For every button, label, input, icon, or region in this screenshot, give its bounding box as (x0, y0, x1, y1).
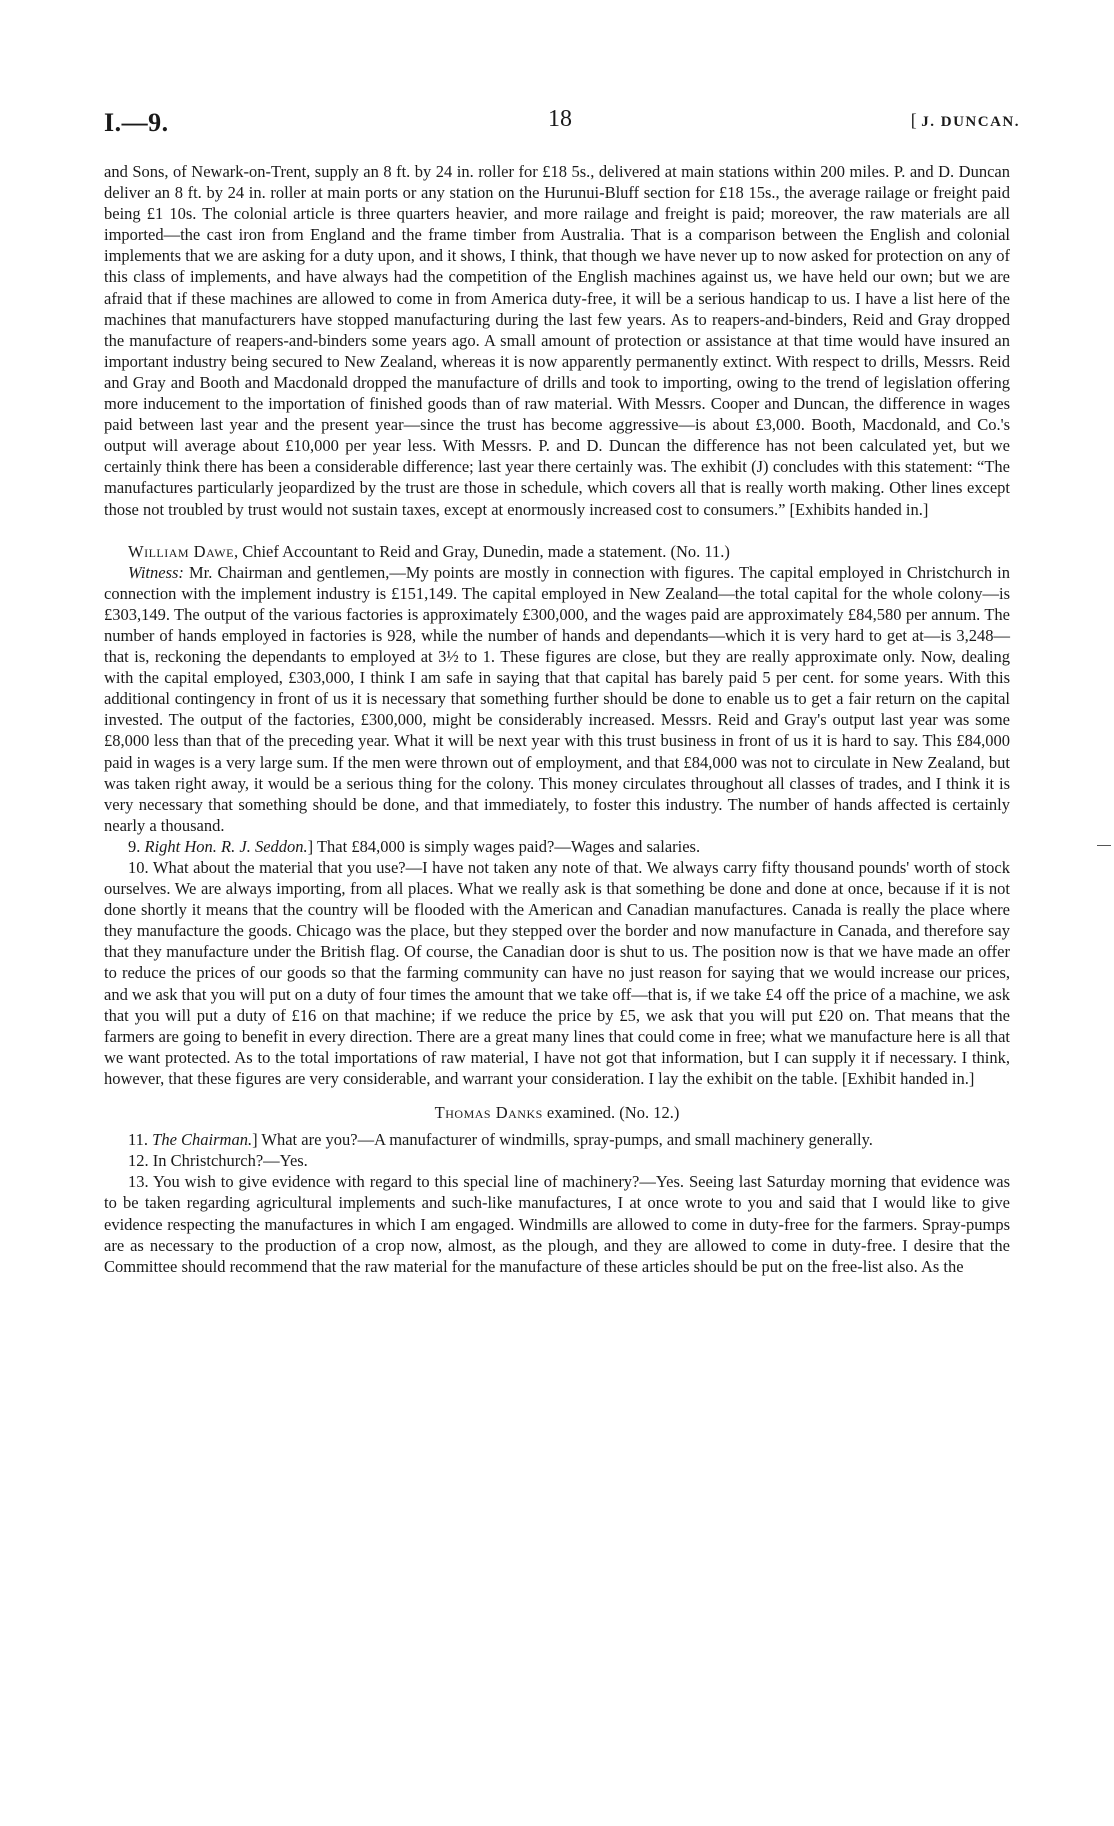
page-number: 18 (548, 106, 572, 132)
question-text: ] What are you?—A manufacturer of windmills, spray-pumps, and small machinery generally. (252, 1130, 873, 1150)
paragraph-dawe-statement (104, 541, 1010, 562)
parliamentary-paper-ref: I.—9. (104, 108, 169, 137)
question-9 (104, 836, 1010, 857)
witness-label: Witness: (128, 562, 184, 582)
question-10: 10. What about the material that you use?—I have not taken any note of that. We always carry fifty thousand pounds' worth of stock ourselves. We are always importing, from all places. What we really ask is that something be done and done at once, because if it is not done shortly it means that the country will be flooded with the American and Canadian manufactures. Canada is really the place where they manufacture the goods. Chicago was the place, but they stepped over the border and now manufacture in Canada, and therefore say that they manufacture under the British flag. Of course, the Canadian door is shut to us. The position now is that we have made an offer to reduce the prices of our goods so that the farming community can have no just reason for saying that we would increase our prices, and we ask that you will put on a duty of four times the amount that we take off—that is, if we take £4 off the price of a machine, we ask that you will put a duty of £16 on that machine; if we reduce the price by £5, we ask that you will put £20 on. That means that the farmers are going to benefit in every direction. There are a great many lines that could come in free; what we manufacture here is all that we want protected. As to the total importations of raw material, I have not got that information, but I can supply it if necessary. I think, however, that these figures are very considerable, and warrant your consideration. I lay the exhibit on the table. [Exhibit handed in.] (104, 858, 1010, 1088)
running-head-text: J. DUNCAN. (921, 114, 1020, 130)
question-speaker: The Chairman. (152, 1130, 253, 1150)
question-13: 13. You wish to give evidence with regard to this special line of machinery?—Yes. Seeing last Saturday morning that evidence was to be taken regarding agricultural implements and such-like manufactures, I at once wrote to you and said that I would like to give evidence respecting the manufactures in which I am engaged. Windmills are allowed to come in duty-free for the farmers. Spray-pumps are as necessary to the production of a crop now, almost, as the plough, and they are allowed to come in duty-free. I desire that the Committee should recommend that the raw material for the manufacture of these articles should be put on the free-list also. As the (104, 1172, 1010, 1276)
margin-mark (1097, 845, 1111, 846)
question-speaker: Right Hon. R. J. Seddon. (144, 836, 308, 856)
page-header (100, 100, 1020, 140)
document-body (104, 161, 1010, 1277)
running-head (911, 110, 1020, 131)
paragraph-witness (104, 562, 1010, 836)
section-heading-rest: examined. (No. 12.) (542, 1103, 680, 1123)
question-12: 12. In Christchurch?—Yes. (128, 1151, 308, 1171)
question-number: 9. (128, 836, 141, 856)
statement-intro: , Chief Accountant to Reid and Gray, Dunedin, made a statement. (No. 11.) (233, 541, 730, 561)
speaker-name: William Dawe (128, 541, 234, 561)
question-number: 11. (128, 1130, 149, 1150)
bracket-mark: [ (910, 110, 919, 130)
question-text: ] That £84,000 is simply wages paid?—Wages and salaries. (307, 836, 701, 856)
section-heading-danks (104, 1102, 1010, 1123)
question-11 (104, 1129, 1010, 1150)
section-heading-name: Thomas Danks (434, 1103, 543, 1123)
paragraph-duncan-continued: and Sons, of Newark-on-Trent, supply an 8 ft. by 24 in. roller for £18 5s., delivered at main stations within 200 miles. P. and D. Duncan deliver an 8 ft. by 24 in. roller at main ports or any station on the Hurunui-Bluff section for £18 15s., the average railage or freight paid being £1 10s. The colonial article is three quarters heavier, and more railage and freight is paid; moreover, the raw materials are all imported—the cast iron from England and the frame timber from Australia. That is a comparison between the English and colonial implements that we are asking for a duty upon, and it shows, I think, that though we have never up to now asked for protection on any of this class of implements, and have always had the competition of the English machines against us, we have held our own; but we are afraid that if these machines are allowed to come in from America duty-free, it will be a serious handicap to us. I have a list here of the machines that manufacturers have stopped manufacturing during the last few years. As to reapers-and-binders, Reid and Gray dropped the manufacture of reapers-and-binders some years ago. A small amount of protection or assistance at that time would have insured an important industry being secured to New Zealand, whereas it is now apparently permanently extinct. With respect to drills, Messrs. Reid and Gray and Booth and Macdonald dropped the manufacture of drills and took to importing, owing to the trend of legislation offering more inducement to the importation of finished goods than of raw material. With Messrs. Cooper and Duncan, the difference in wages paid between last year and the present year—since the trust has become aggressive—is about £3,000. Booth, Macdonald, and Co.'s output will average about £10,000 per year less. With Messrs. P. and D. Duncan the difference has not been calculated yet, but we certainly think there has been a considerable difference; last year there certainly was. The exhibit (J) concludes with this statement: “The manufactures particularly jeopardized by the trust are those in schedule, which covers all that is really worth making. Other lines except those not troubled by trust would not sustain taxes, except at enormously increased cost to consumers.” [Exhibits handed in.] (104, 162, 1010, 519)
witness-text: Mr. Chairman and gentlemen,—My points are mostly in connection with figures. The capital employed in Christchurch in connection with the implement industry is £151,149. The capital employed in New Zealand—the total capital for the whole colony—is £303,149. The output of the various factories is approximately £300,000, and the wages paid are approximately £84,580 per annum. The number of hands employed in factories is 928, while the number of hands and dependants—which it is very hard to get at—is 3,248—that is, reckoning the dependants to employed at 3½ to 1. These figures are close, but they are really approximate only. Now, dealing with the capital employed, £303,000, I think I am safe in saying that that capital has barely paid 5 per cent. for some years. With this additional contingency in front of us it is necessary that something further should be done to enable us to get a fair return on the capital invested. The output of the factories, £300,000, might be considerably increased. Messrs. Reid and Gray's output last year was some £8,000 less than that of the preceding year. What it will be next year with this trust business in front of us it is hard to say. This £84,000 paid in wages is a very large sum. If the men were thrown out of employment, and that £84,000 was not to circulate in New Zealand, but was taken right away, it would be a serious thing for the colony. This money circulates throughout all classes of trades, and I think it is very necessary that something should be done, and that immediately, to foster this industry. The number of hands affected is certainly nearly a thousand. (104, 562, 1010, 835)
